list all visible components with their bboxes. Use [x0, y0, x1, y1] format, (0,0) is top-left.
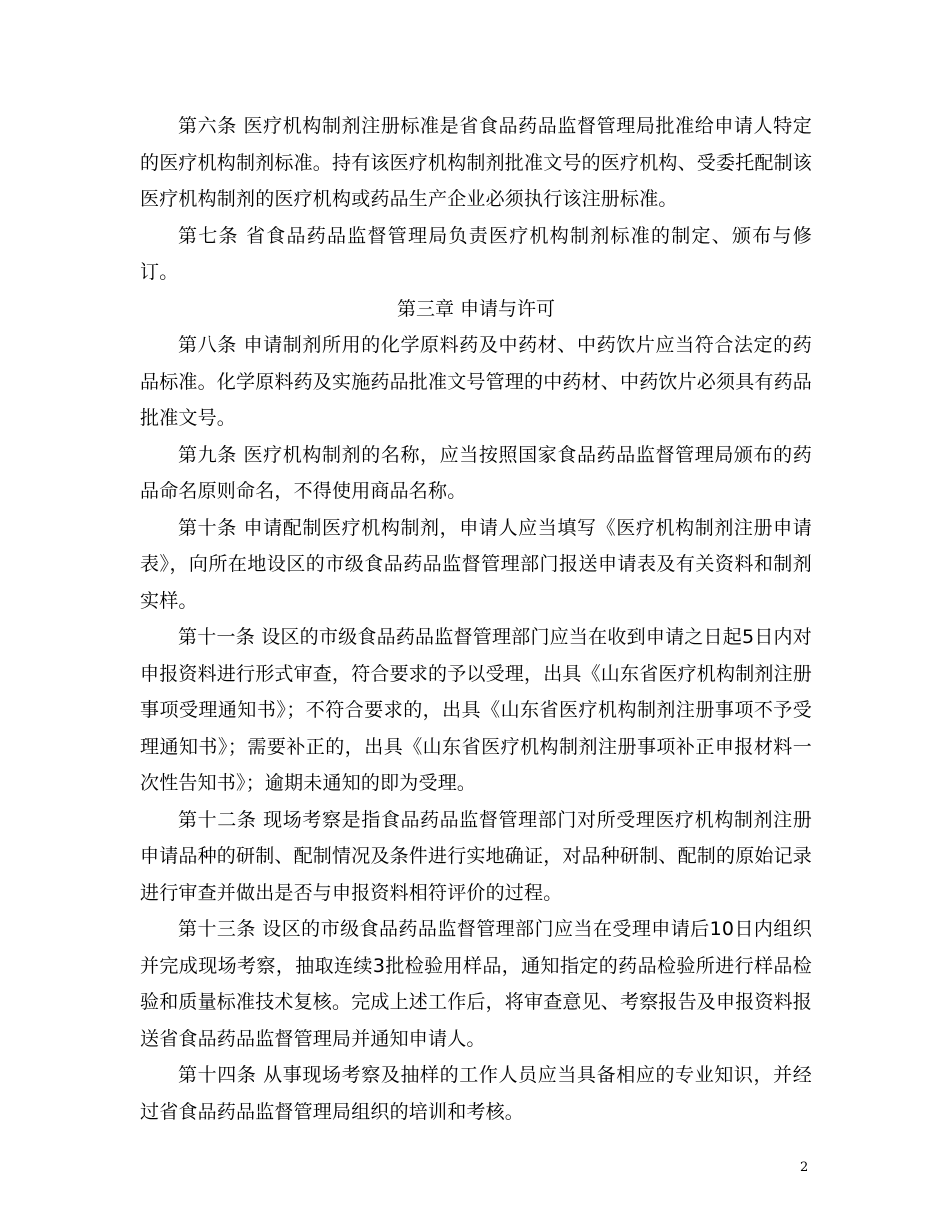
article-14: 第十四条 从事现场考察及抽样的工作人员应当具备相应的专业知识，并经过省食品药品监督管理局组织的培训和考核。 [140, 1064, 812, 1123]
article-9: 第九条 医疗机构制剂的名称，应当按照国家食品药品监督管理局颁布的药品命名原则命名，不得使用商品名称。 [140, 443, 812, 502]
article-12: 第十二条 现场考察是指食品药品监督管理部门对所受理医疗机构制剂注册申请品种的研制、配制情况及条件进行实地确证，对品种研制、配制的原始记录进行审查并做出是否与申报资料相符评价的过程。 [140, 808, 813, 904]
article-11: 第十一条 设区的市级食品药品监督管理部门应当在收到申请之日起5日内对申报资料进行形式审查，符合要求的予以受理，出具《山东省医疗机构制剂注册事项受理通知书》；不符合要求的，出具《山东省医疗机构制剂注册事项不予受理通知书》；需要补正的，出具《山东省医疗机构制剂注册事项补正申报材料一次性告知书》；逾期未通知的即为受理。 [140, 626, 813, 794]
article-6: 第六条 医疗机构制剂注册标准是省食品药品监督管理局批准给申请人特定的医疗机构制剂标准。持有该医疗机构制剂批准文号的医疗机构、受委托配制该医疗机构制剂的医疗机构或药品生产企业必须执行该注册标准。 [140, 115, 813, 210]
article-8: 第八条 申请制剂所用的化学原料药及中药材、中药饮片应当符合法定的药品标准。化学原料药及实施药品批准文号管理的中药材、中药饮片必须具有药品批准文号。 [140, 334, 813, 429]
chapter-title: 第三章 申请与许可 [396, 297, 556, 320]
article-13: 第十三条 设区的市级食品药品监督管理部门应当在受理申请后10日内组织并完成现场考察，抽取连续3批检验用样品，通知指定的药品检验所进行样品检验和质量标准技术复核。完成上述工作后，将审查意见、考察报告及申报资料报送省食品药品监督管理局并通知申请人。 [140, 918, 813, 1050]
document-body [140, 108, 812, 1130]
page-number: 2 [800, 1160, 809, 1175]
article-7: 第七条 省食品药品监督管理局负责医疗机构制剂标准的制定、颁布与修订。 [140, 224, 812, 283]
article-10: 第十条 申请配制医疗机构制剂，申请人应当填写《医疗机构制剂注册申请表》，向所在地设区的市级食品药品监督管理部门报送申请表及有关资料和制剂实样。 [140, 516, 812, 612]
